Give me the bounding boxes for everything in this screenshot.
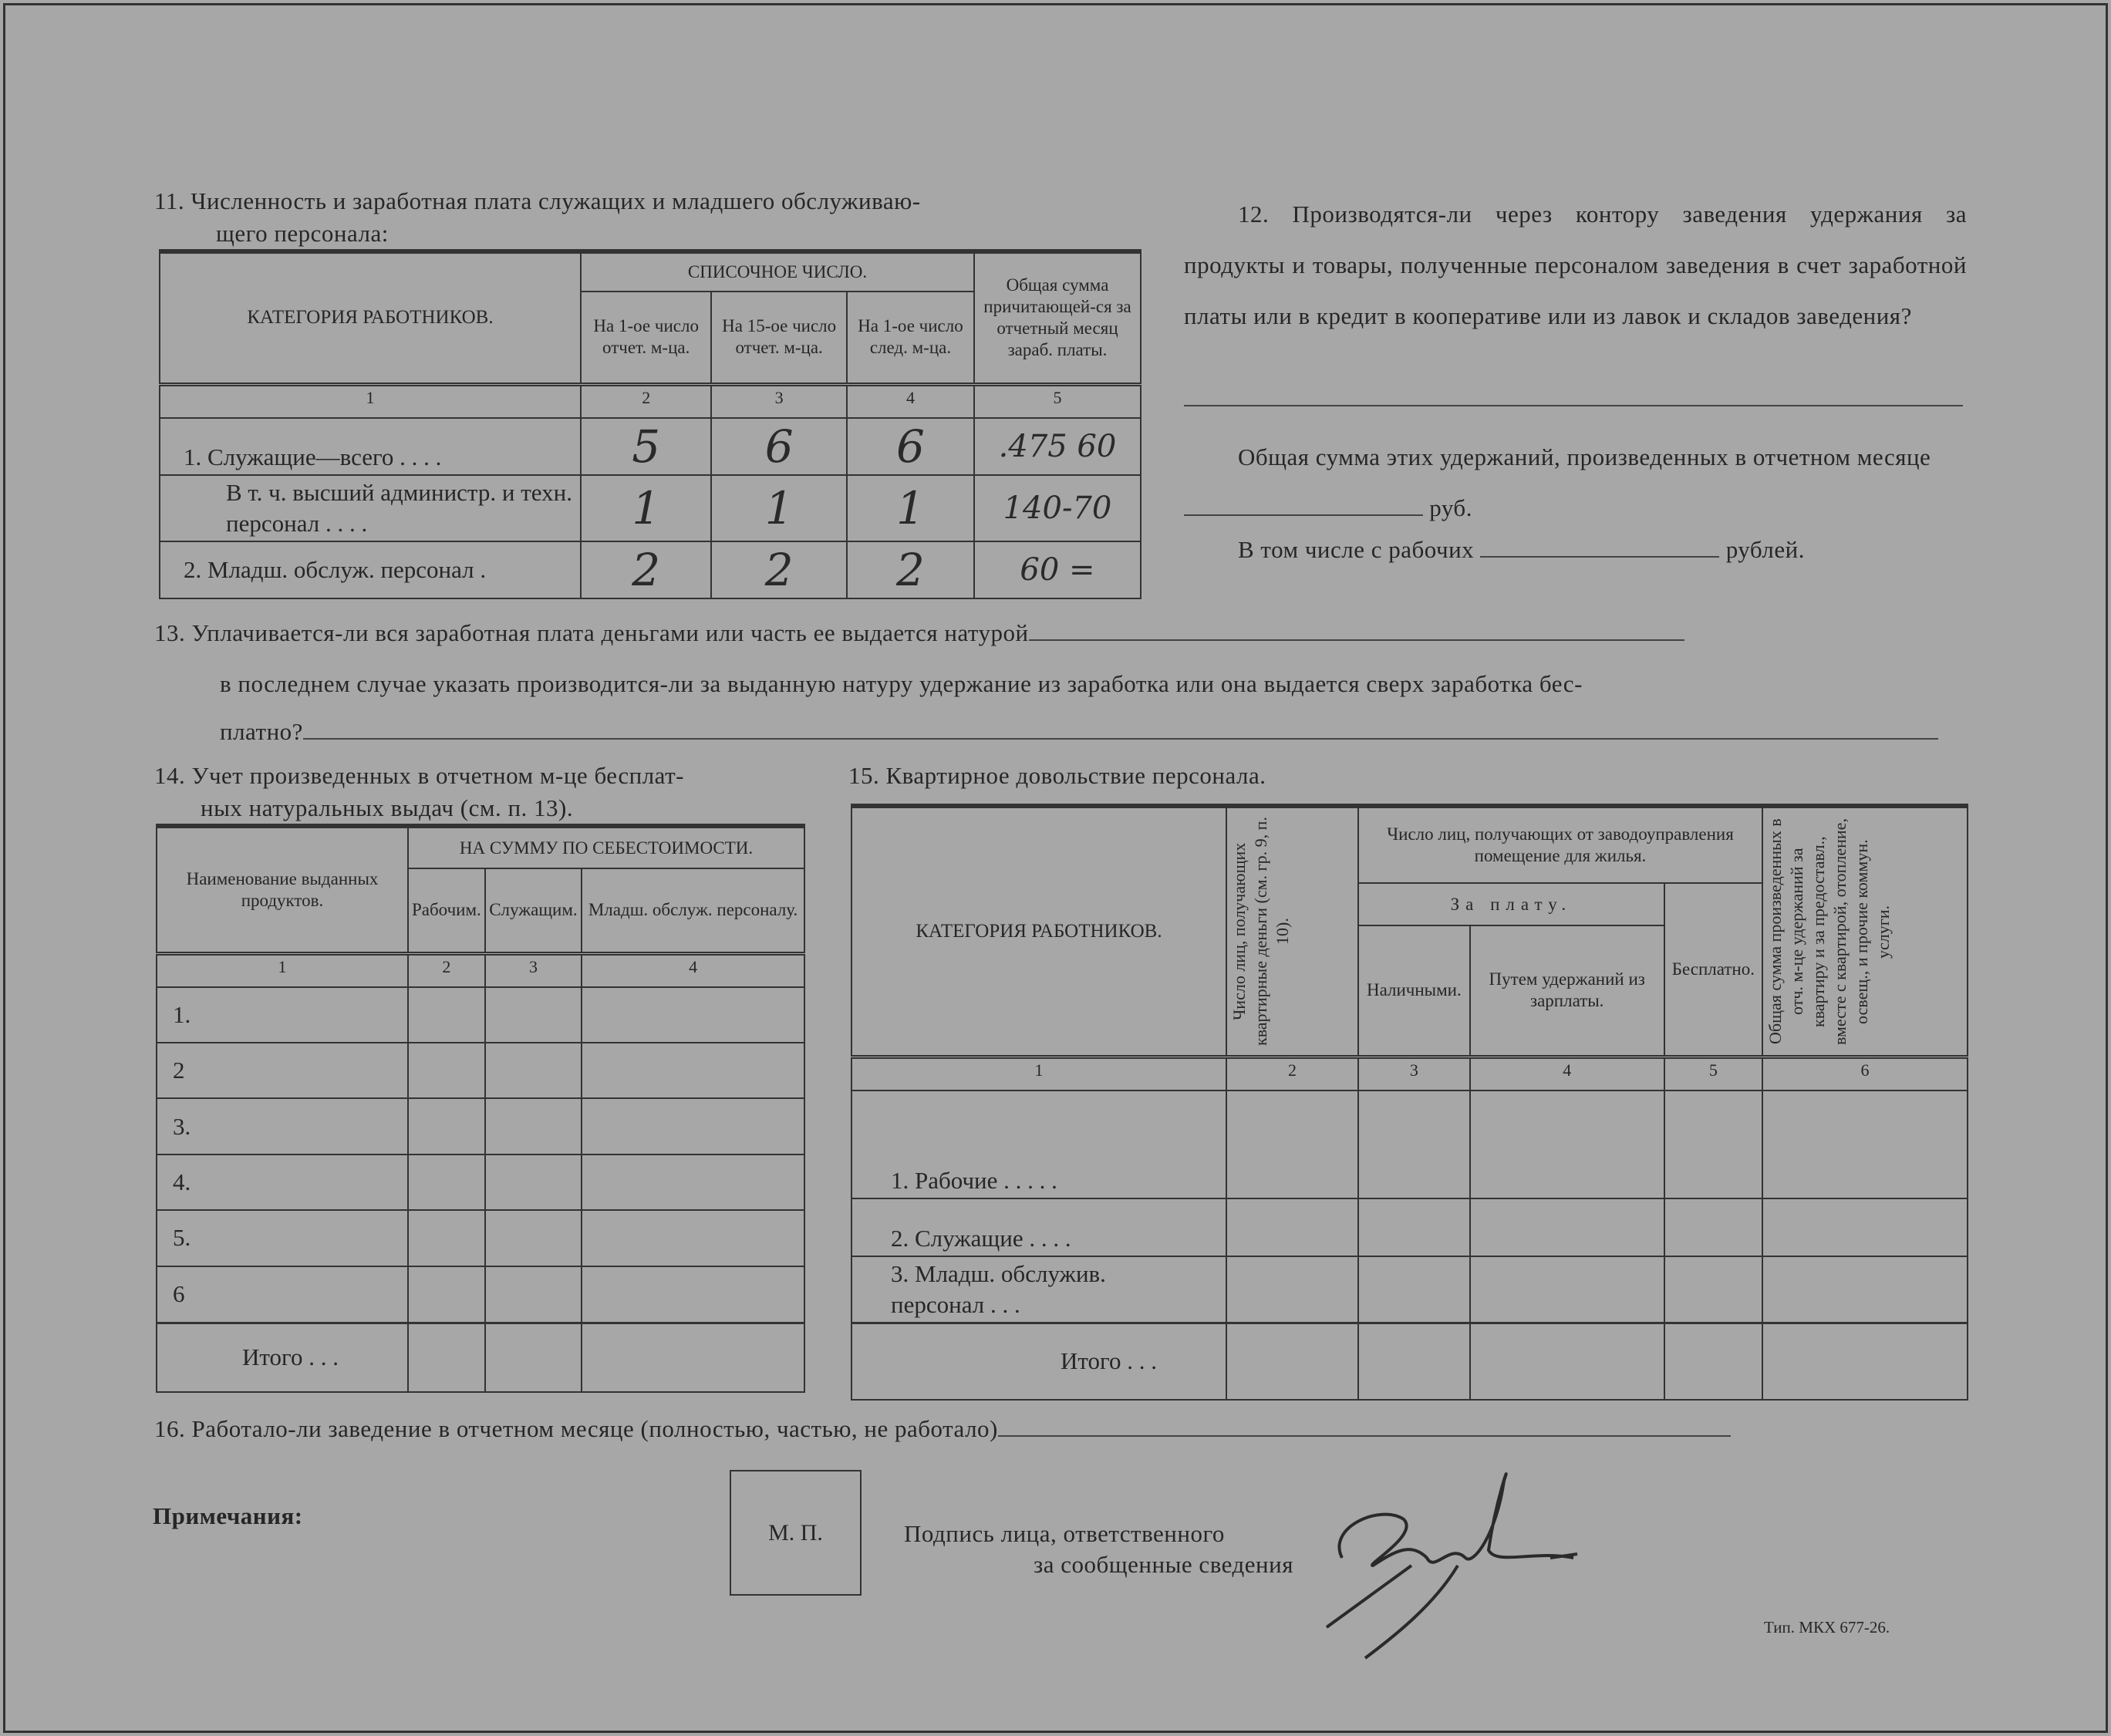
table-row [160, 475, 1141, 541]
row-label: 4. [157, 1155, 408, 1210]
table-row [157, 987, 804, 1043]
cell[interactable] [1664, 1090, 1762, 1198]
section-13-text: платно? [220, 718, 303, 745]
col-total-pay: Общая сумма причитающей-ся за отчетный месяц зараб. платы. [974, 251, 1141, 384]
row-label: 6 [157, 1266, 408, 1323]
table-row [160, 418, 1141, 475]
cell[interactable] [408, 1323, 485, 1392]
col-cash: Наличными. [1358, 925, 1470, 1057]
col-housing-money: Число лиц, получающих квартирные деньги (см. гр. 9, п. 10). [1229, 817, 1292, 1047]
total-row [157, 1323, 804, 1392]
cell[interactable] [1762, 1198, 1968, 1256]
section-14-title [154, 760, 684, 824]
stamp-label: М. П. [768, 1519, 823, 1546]
cell[interactable] [1470, 1323, 1664, 1400]
col-category: КАТЕГОРИЯ РАБОТНИКОВ. [160, 251, 581, 384]
cell[interactable] [1664, 1256, 1762, 1323]
cell[interactable] [1226, 1323, 1358, 1400]
col-employees: Служащим. [485, 868, 582, 953]
col-number: 5 [1664, 1057, 1762, 1090]
col-paid: За плату. [1358, 883, 1664, 925]
row-label: 5. [157, 1210, 408, 1266]
row-label: 2. Служащие . . . . [851, 1198, 1226, 1256]
rub-label: руб. [1429, 494, 1472, 521]
cell[interactable] [485, 1043, 582, 1098]
cell[interactable] [582, 1210, 804, 1266]
cell[interactable] [408, 1210, 485, 1266]
answer-field[interactable] [998, 1435, 1731, 1437]
cell[interactable] [1762, 1090, 1968, 1198]
col-number: 3 [711, 384, 847, 418]
cell[interactable] [485, 1098, 582, 1154]
table-row [157, 1043, 804, 1098]
staff-table [159, 249, 1141, 599]
cell[interactable] [408, 1266, 485, 1323]
sum-label: Общая сумма этих удержаний, произведенных в отчетном месяце [1238, 443, 1931, 470]
section-12-workers [1238, 534, 1805, 566]
cell-value: 5 [581, 418, 711, 475]
cell-value: 140-70 [974, 475, 1141, 541]
cell-value: .475 60 [974, 418, 1141, 475]
cell[interactable] [1664, 1323, 1762, 1400]
section-13-line2: в последнем случае указать производится-ли за выданную натуру удержание из заработка или она выдается сверх заработка бес- [220, 670, 1583, 697]
cell[interactable] [582, 1323, 804, 1392]
cell[interactable] [1226, 1198, 1358, 1256]
cell[interactable] [1358, 1323, 1470, 1400]
cell-value: 2 [581, 541, 711, 598]
total-label: Итого . . . [851, 1323, 1226, 1400]
table-row [851, 1198, 1968, 1256]
notes-label: Примечания: [153, 1502, 303, 1529]
col-free: Бесплатно. [1664, 883, 1762, 1057]
table-row [160, 541, 1141, 598]
rubley-label: рублей. [1725, 536, 1805, 563]
cell-value: 60 = [974, 541, 1141, 598]
workers-field[interactable] [1480, 556, 1719, 558]
table-row [157, 1210, 804, 1266]
row-label: 1. Рабочие . . . . . [851, 1090, 1226, 1198]
cell[interactable] [408, 987, 485, 1043]
printer-mark: Тип. МКХ 677-26. [1764, 1618, 1890, 1637]
col-number: 3 [485, 953, 582, 987]
cell[interactable] [1226, 1256, 1358, 1323]
answer-field[interactable] [1029, 639, 1684, 641]
sum-field[interactable] [1184, 514, 1423, 516]
title-line: 14. Учет произведенных в отчетном м-це бесплат- [154, 762, 684, 789]
col-product: Наименование выданных продуктов. [157, 826, 408, 953]
cell[interactable] [1664, 1198, 1762, 1256]
cell-value: 6 [847, 418, 974, 475]
handwritten-signature [1319, 1450, 1604, 1666]
col-number: 4 [582, 953, 804, 987]
row-label: В т. ч. высший администр. и техн. персонал . . . . [160, 475, 581, 541]
cell[interactable] [582, 1098, 804, 1154]
table-row [157, 1266, 804, 1323]
cell[interactable] [485, 1155, 582, 1210]
col-junior-staff: Младш. обслуж. персоналу. [582, 868, 804, 953]
answer-field[interactable] [303, 738, 1938, 740]
cell[interactable] [1358, 1256, 1470, 1323]
cell-value: 6 [711, 418, 847, 475]
title-line: ных натуральных выдач (см. п. 13). [201, 794, 574, 821]
col-next-month: На 1-ое число след. м-ца. [847, 292, 974, 384]
cell-value: 2 [711, 541, 847, 598]
col-number: 5 [974, 384, 1141, 418]
signature-caption-1: Подпись лица, ответственного [904, 1520, 1225, 1547]
free-goods-table [156, 824, 805, 1393]
col-number: 6 [1762, 1057, 1968, 1090]
cell[interactable] [485, 1266, 582, 1323]
answer-line [1184, 405, 1963, 406]
cell-value: 1 [847, 475, 974, 541]
stamp-box [730, 1470, 862, 1596]
table-row [851, 1090, 1968, 1198]
col-number: 2 [1226, 1057, 1358, 1090]
cell[interactable] [1358, 1090, 1470, 1198]
cell[interactable] [1358, 1198, 1470, 1256]
cell-value: 1 [711, 475, 847, 541]
table-row [157, 1155, 804, 1210]
section-11-title-line2: щего персонала: [216, 220, 389, 247]
section-15-title: 15. Квартирное довольствие персонала. [848, 762, 1266, 789]
row-label: 3. Младш. обслужив. персонал . . . [851, 1256, 1226, 1323]
cell[interactable] [582, 1155, 804, 1210]
col-number: 3 [1358, 1057, 1470, 1090]
workers-label: В том числе с рабочих [1238, 536, 1475, 563]
section-13-line3 [220, 716, 1938, 748]
col-first-day: На 1-ое число отчет. м-ца. [581, 292, 711, 384]
housing-table [851, 804, 1968, 1401]
cell[interactable] [1762, 1323, 1968, 1400]
row-label: 2 [157, 1043, 408, 1098]
cell[interactable] [408, 1043, 485, 1098]
total-row [851, 1323, 1968, 1400]
cell[interactable] [485, 1323, 582, 1392]
section-16 [154, 1413, 1731, 1445]
cell[interactable] [582, 1266, 804, 1323]
cell[interactable] [1762, 1256, 1968, 1323]
table-row [157, 1098, 804, 1154]
col-salary-deduction: Путем удержаний из зарплаты. [1470, 925, 1664, 1057]
cell-value: 2 [847, 541, 974, 598]
section-16-text: 16. Работало-ли заведение в отчетном месяце (полностью, частью, не работало) [154, 1415, 998, 1442]
cell[interactable] [582, 1043, 804, 1098]
col-fifteenth-day: На 15-ое число отчет. м-ца. [711, 292, 847, 384]
col-number: 4 [1470, 1057, 1664, 1090]
section-12-sum [1184, 432, 1967, 534]
cell[interactable] [408, 1098, 485, 1154]
col-workers: Рабочим. [408, 868, 485, 953]
cell[interactable] [485, 987, 582, 1043]
cell[interactable] [408, 1155, 485, 1210]
cell-value: 1 [581, 475, 711, 541]
section-13-line1 [154, 617, 1684, 649]
row-label: 3. [157, 1098, 408, 1154]
col-number: 1 [160, 384, 581, 418]
section-13-text: 13. Уплачивается-ли вся заработная плата деньгами или часть ее выдается натурой [154, 619, 1029, 646]
signature-caption-2: за сообщенные сведения [1034, 1551, 1293, 1578]
col-total-deductions: Общая сумма произведенных в отч. м-це удержаний за квартиру и за предоставл., вместе с квартирой, отопление, освещ., и прочие коммун. услуги. [1765, 817, 1893, 1045]
row-label: 1. Служащие—всего . . . . [160, 418, 581, 475]
col-number: 2 [408, 953, 485, 987]
table-row [851, 1256, 1968, 1323]
total-label: Итого . . . [157, 1323, 408, 1392]
cell[interactable] [1470, 1256, 1664, 1323]
section-11-title-line1: 11. Численность и заработная плата служащих и младшего обслуживаю- [154, 187, 921, 214]
col-group-list-count: СПИСОЧНОЕ ЧИСЛО. [581, 251, 974, 292]
cell[interactable] [1470, 1198, 1664, 1256]
col-number: 1 [157, 953, 408, 987]
cell[interactable] [485, 1210, 582, 1266]
col-number: 1 [851, 1057, 1226, 1090]
cell[interactable] [1226, 1090, 1358, 1198]
section-12-question: 12. Производятся-ли через контору заведения удержания за продукты и товары, полученные персоналом заведения в счет заработной платы или в кредит в кооперативе или из лавок и складов заведения? [1184, 201, 1967, 329]
cell[interactable] [582, 987, 804, 1043]
col-number: 2 [581, 384, 711, 418]
col-category: КАТЕГОРИЯ РАБОТНИКОВ. [851, 806, 1226, 1057]
col-number: 4 [847, 384, 974, 418]
row-label: 2. Младш. обслуж. персонал . [160, 541, 581, 598]
col-group-cost: НА СУММУ ПО СЕБЕСТОИМОСТИ. [408, 826, 804, 868]
col-group-housing: Число лиц, получающих от заводоуправления помещение для жилья. [1358, 806, 1762, 883]
cell[interactable] [1470, 1090, 1664, 1198]
section-11-title [154, 185, 921, 250]
row-label: 1. [157, 987, 408, 1043]
